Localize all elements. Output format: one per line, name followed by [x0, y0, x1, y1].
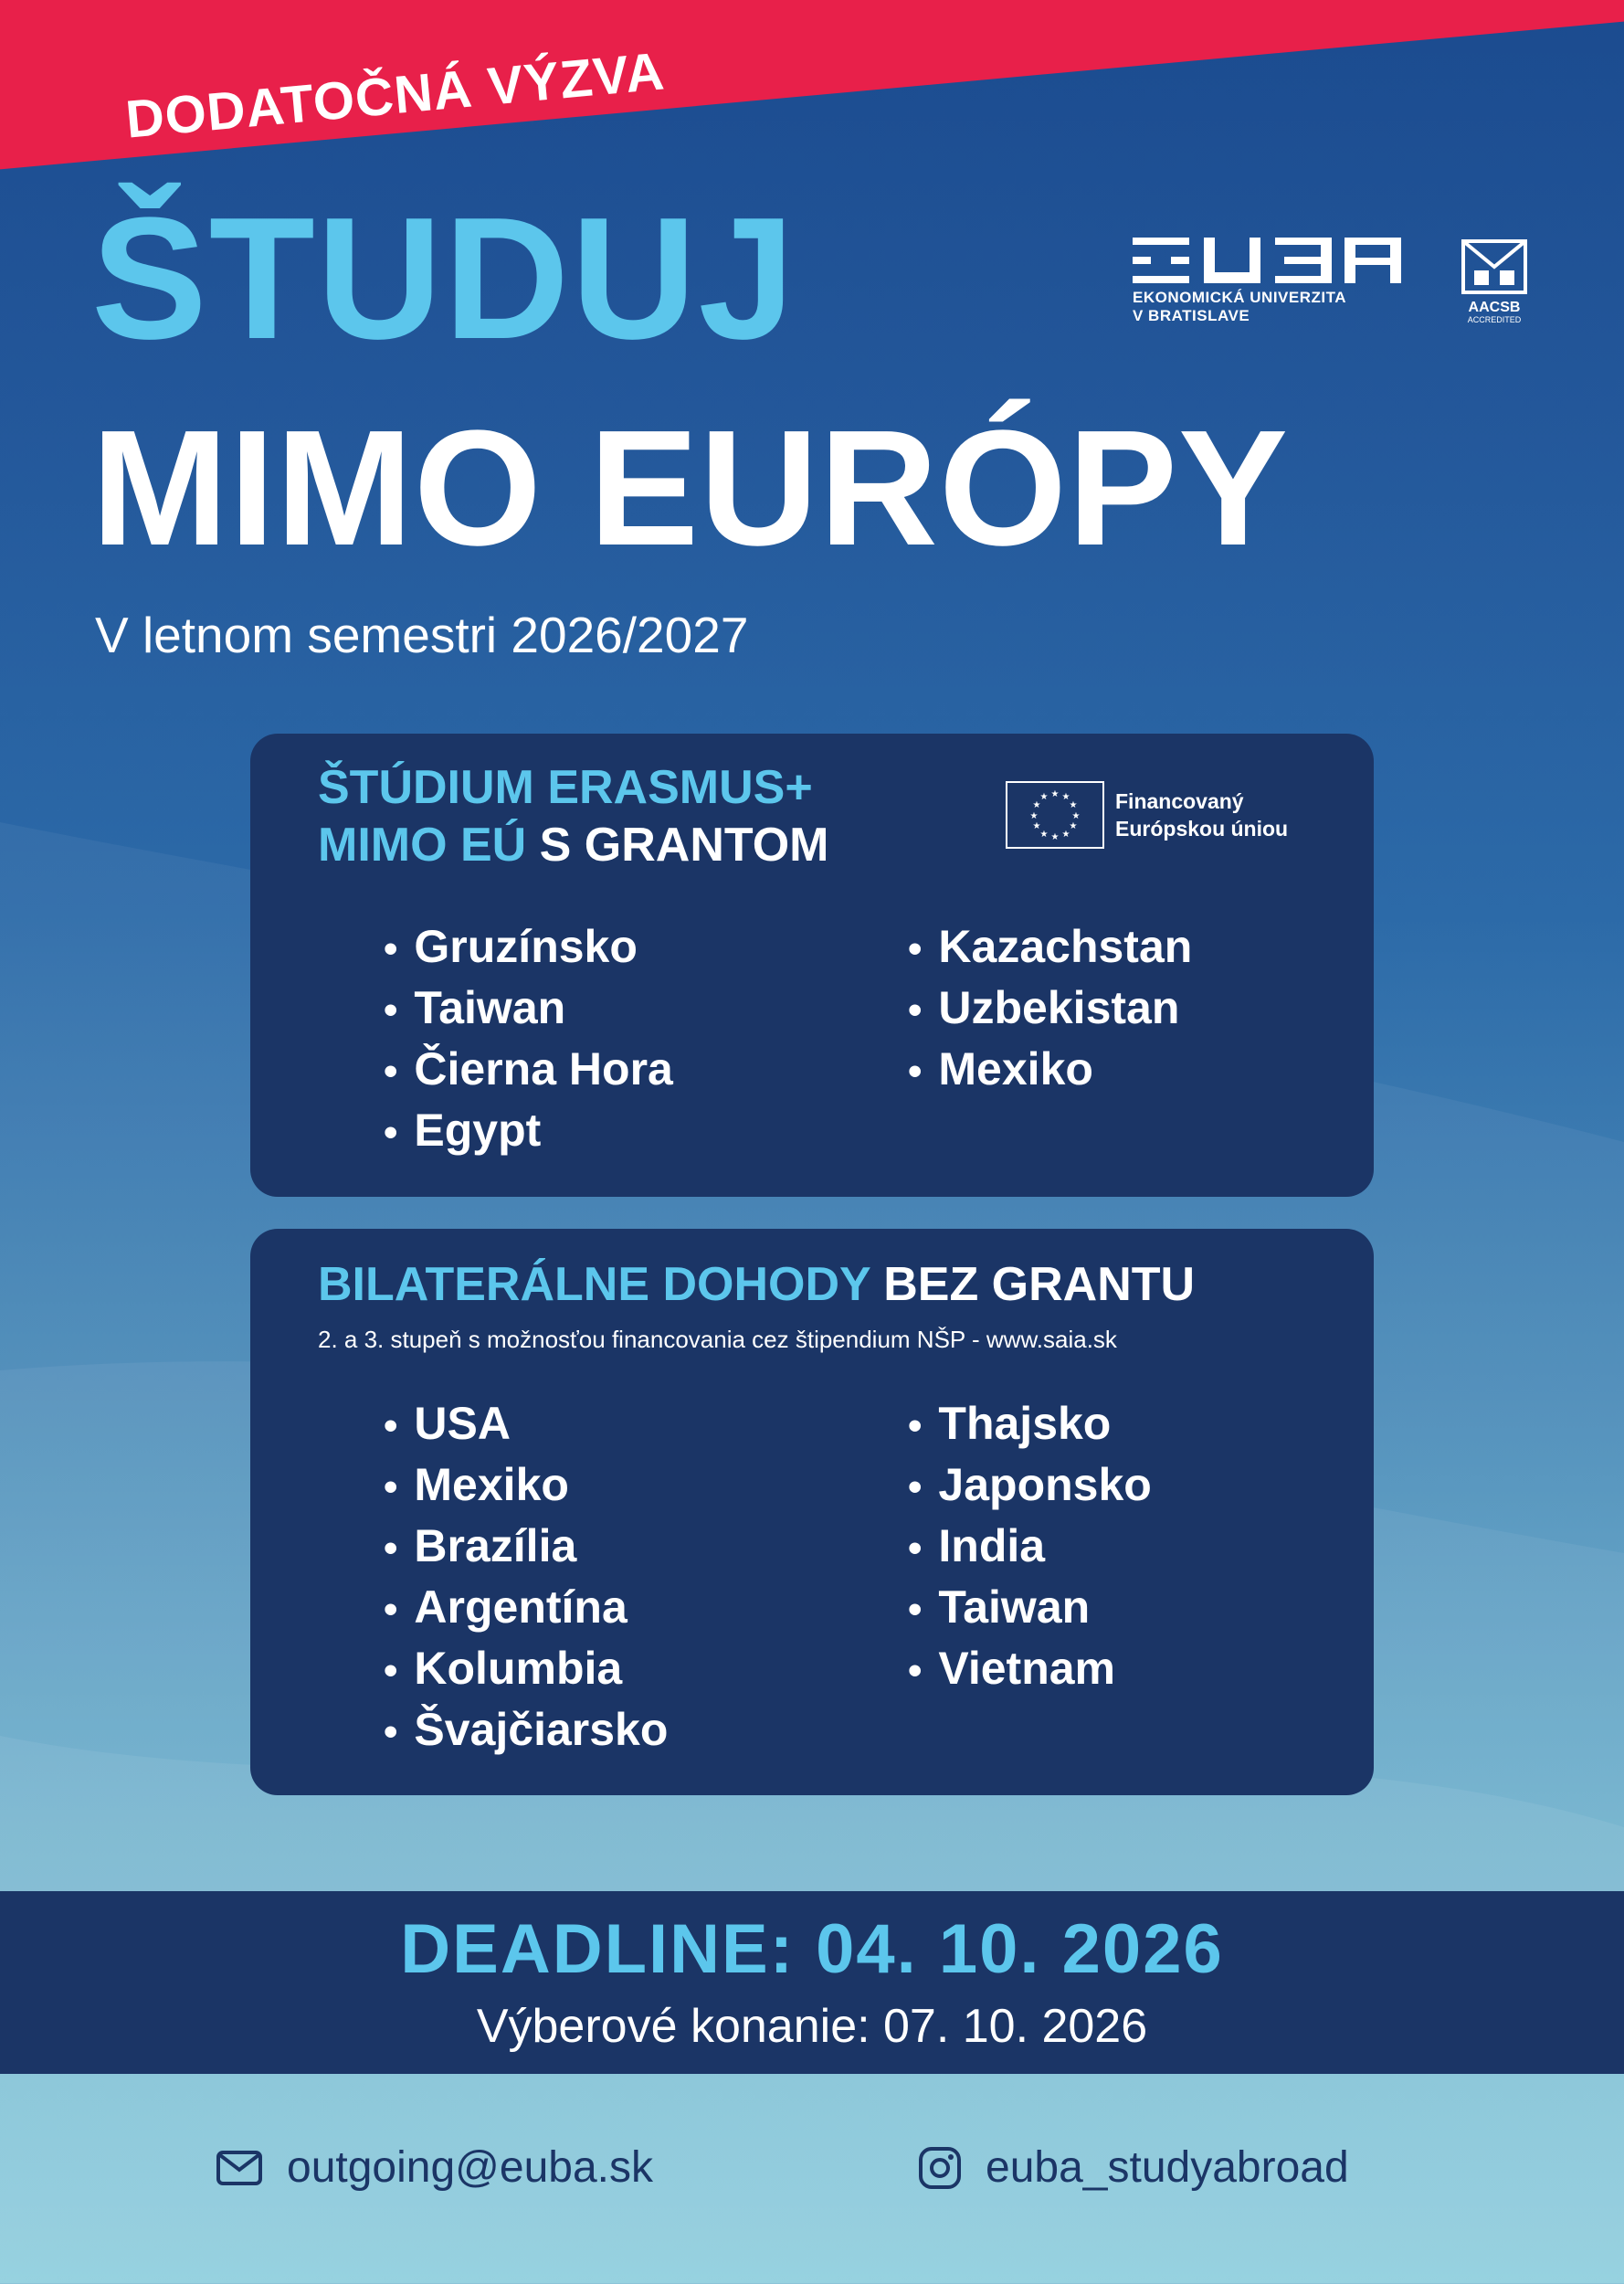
eu-flag-icon	[1006, 781, 1104, 849]
list-item: • Taiwan	[384, 978, 673, 1039]
erasmus-country-list-1	[384, 916, 673, 1161]
erasmus-heading-white: S GRANTOM	[539, 819, 829, 872]
erasmus-card	[250, 734, 1374, 1197]
euba-logo	[1133, 238, 1402, 325]
subtitle: V letnom semestri 2026/2027	[95, 607, 749, 663]
euba-logo-mark	[1133, 238, 1402, 283]
banner-label: DODATOČNÁ VÝZVA	[123, 41, 668, 150]
list-item: • Argentína	[384, 1577, 668, 1638]
list-item: • Mexiko	[384, 1454, 668, 1516]
list-item: • Vietnam	[908, 1638, 1152, 1699]
aacsb-sublabel: ACCREDITED	[1467, 315, 1522, 324]
list-item: • USA	[384, 1393, 668, 1454]
list-item: • Japonsko	[908, 1454, 1152, 1516]
university-name-line-2: V BRATISLAVE	[1133, 307, 1250, 324]
deadline-bar	[0, 1891, 1624, 2074]
svg-text:★: ★	[1039, 792, 1049, 802]
bilateral-heading-cyan: BILATERÁLNE DOHODY	[318, 1258, 870, 1311]
list-item: • Brazília	[384, 1516, 668, 1577]
list-item: • Čierna Hora	[384, 1039, 673, 1100]
instagram-handle[interactable]: euba_studyabroad	[986, 2143, 1349, 2192]
svg-text:★: ★	[1061, 792, 1070, 802]
list-item: • Thajsko	[908, 1393, 1152, 1454]
erasmus-heading-line-1: ŠTÚDIUM ERASMUS+	[318, 761, 813, 814]
eu-funding-badge	[1006, 781, 1288, 849]
title-line-1: ŠTUDUJ	[91, 182, 797, 375]
university-name-line-1: EKONOMICKÁ UNIVERZITA	[1133, 289, 1347, 306]
svg-text:★: ★	[1069, 800, 1078, 810]
erasmus-country-list-2	[908, 916, 1192, 1100]
svg-text:★: ★	[1071, 811, 1081, 821]
svg-text:★: ★	[1032, 800, 1041, 810]
bilateral-country-list-2	[908, 1393, 1152, 1699]
bilateral-card	[250, 1229, 1374, 1795]
instagram-icon	[918, 2146, 962, 2190]
eu-label-line-2: Európskou úniou	[1115, 817, 1289, 841]
email-contact[interactable]	[216, 2142, 653, 2193]
list-item: • Egypt	[384, 1100, 673, 1161]
list-item: • Taiwan	[908, 1577, 1152, 1638]
aacsb-label: AACSB	[1468, 300, 1521, 315]
svg-text:★: ★	[1069, 821, 1078, 831]
list-item: • Gruzínsko	[384, 916, 673, 978]
instagram-contact[interactable]	[918, 2142, 1349, 2193]
list-item: • India	[908, 1516, 1152, 1577]
svg-text:★: ★	[1050, 789, 1060, 799]
bilateral-heading-white: BEZ GRANTU	[883, 1258, 1196, 1311]
svg-text:★: ★	[1050, 832, 1060, 842]
erasmus-heading-cyan: MIMO EÚ	[318, 819, 527, 872]
eu-label-line-1: Financovaný	[1115, 789, 1244, 813]
list-item: • Švajčiarsko	[384, 1699, 668, 1761]
deadline-label: DEADLINE: 04. 10. 2026	[400, 1910, 1224, 1988]
list-item: • Mexiko	[908, 1039, 1192, 1100]
aacsb-badge	[1461, 239, 1527, 324]
list-item: • Uzbekistan	[908, 978, 1192, 1039]
aacsb-icon	[1461, 239, 1527, 294]
erasmus-heading	[318, 759, 829, 874]
svg-text:★: ★	[1032, 821, 1041, 831]
bilateral-note: 2. a 3. stupeň s možnosťou financovania cez štipendium NŠP - www.saia.sk	[318, 1326, 1117, 1353]
svg-text:★: ★	[1039, 830, 1049, 840]
list-item: • Kazachstan	[908, 916, 1192, 978]
bilateral-heading	[318, 1256, 1195, 1314]
selection-date: Výberové konanie: 07. 10. 2026	[476, 2000, 1148, 2053]
email-link[interactable]: outgoing@euba.sk	[287, 2143, 654, 2192]
svg-text:★: ★	[1061, 830, 1070, 840]
title-line-2: MIMO EURÓPY	[91, 397, 1290, 580]
bilateral-country-list-1	[384, 1393, 668, 1761]
list-item: • Kolumbia	[384, 1638, 668, 1699]
svg-text:★: ★	[1029, 811, 1039, 821]
mail-icon	[216, 2150, 263, 2186]
